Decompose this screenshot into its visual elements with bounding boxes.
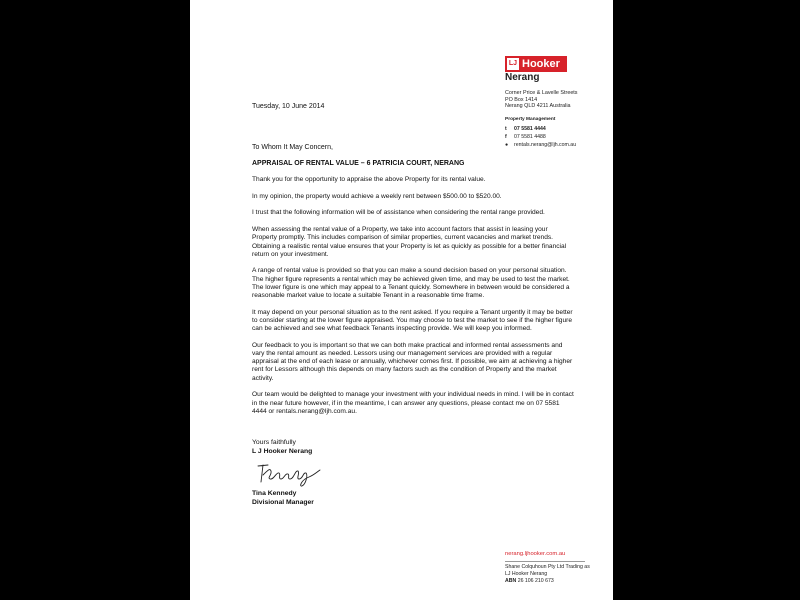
lj-hooker-logo <box>505 56 567 72</box>
fax-icon: f <box>505 134 507 140</box>
letter-subject: APPRAISAL OF RENTAL VALUE – 6 PATRICIA COURT, NERANG <box>252 160 465 167</box>
legal-line: LJ Hooker Nerang <box>505 571 548 577</box>
contact-phone <box>505 125 576 133</box>
abn-line <box>505 578 590 585</box>
contact-fax <box>505 133 576 141</box>
office-address <box>505 90 578 110</box>
fax-number: 07 5581 4488 <box>514 134 546 140</box>
contact-email <box>505 141 576 149</box>
agency-name: L J Hooker Nerang <box>252 447 313 455</box>
email-address[interactable]: rentals.nerang@ljh.com.au <box>514 142 577 148</box>
department-label: Property Management <box>505 117 556 122</box>
body-paragraph: It may depend on your personal situation as to the rent asked. If you require a Tenant urgently it may be better to consider starting at the lower figure appraised. You may choose to test the market to see if the higher figure can be achieved and see what feedback Tenants inspecting provide. We will keep you informed. <box>252 308 573 333</box>
salutation: To Whom It May Concern, <box>252 144 333 151</box>
footer-divider <box>505 561 585 562</box>
abn-value: 26 106 210 673 <box>517 578 554 584</box>
signer-block <box>252 490 314 507</box>
closing: Yours faithfully <box>252 439 296 446</box>
footer-website[interactable]: nerang.ljhooker.com.au <box>505 551 566 557</box>
logo-mark: LJ <box>507 58 519 70</box>
address-line: PO Box 1414 <box>505 96 538 103</box>
office-name: Nerang <box>505 72 540 83</box>
letter-date: Tuesday, 10 June 2014 <box>252 103 325 110</box>
body-paragraph: I trust that the following information will be of assistance when considering the rental range provided. <box>252 209 545 217</box>
body-paragraph: A range of rental value is provided so that you can make a sound decision based on your personal situation. The higher figure represents a rental which may be achieved given time, and may be used to test the market. The lower figure is one which may appeal to a Tenant quickly. Somewhere in between would be considered a reasonable market value to locate a suitable Tenant in a reasonable time frame. <box>252 267 570 300</box>
phone-number: 07 5581 4444 <box>514 126 546 132</box>
footer-legal <box>505 564 590 585</box>
body-paragraph: When assessing the rental value of a Property, we take into account factors that assist in leasing your Property promptly. This includes comparison of similar properties, current vacancies and market trends. Obtaining a realistic rental value ensures that your Property is let as quickly as possible for a better financial return on your investment. <box>252 226 567 258</box>
legal-line: Shane Colquhoun Pty Ltd Trading as <box>505 564 590 570</box>
address-line: Nerang QLD 4211 Australia <box>505 103 571 109</box>
sign-off <box>252 439 312 456</box>
abn-label: ABN <box>505 578 517 584</box>
body-paragraph: Our feedback to you is important so that we can both make practical and informed rental assessments and vary the rental amount as needed. Lessors using our management services are provided with a regular appraisal at the end of each lease or annually, whichever comes first. If possible, we aim at achieving a higher rent for Lessors although this depends on many factors such as the condition of Property and the market activity. <box>252 341 573 382</box>
address-line: Corner Price & Lavelle Streets <box>505 90 578 96</box>
contact-list <box>505 125 576 149</box>
email-icon: ● <box>505 142 509 148</box>
handwritten-signature <box>254 458 324 488</box>
phone-icon: t <box>505 126 507 132</box>
letter-page <box>190 0 613 600</box>
body-paragraph: In my opinion, the property would achieve a weekly rent between $500.00 to $520.00. <box>252 192 502 200</box>
letter-body <box>252 176 574 424</box>
signer-name: Tina Kennedy <box>252 490 297 497</box>
body-paragraph: Thank you for the opportunity to appraise the above Property for its rental value. <box>252 176 486 183</box>
signer-title: Divisional Manager <box>252 498 314 506</box>
body-paragraph: Our team would be delighted to manage your investment with your individual needs in mind. I will be in contact in the near future however, if in the meantime, I can answer any questions, please contact me on 07 5581 4444 or rentals.nerang@ljh.com.au. <box>252 391 574 415</box>
logo-brand: Hooker <box>522 58 560 70</box>
